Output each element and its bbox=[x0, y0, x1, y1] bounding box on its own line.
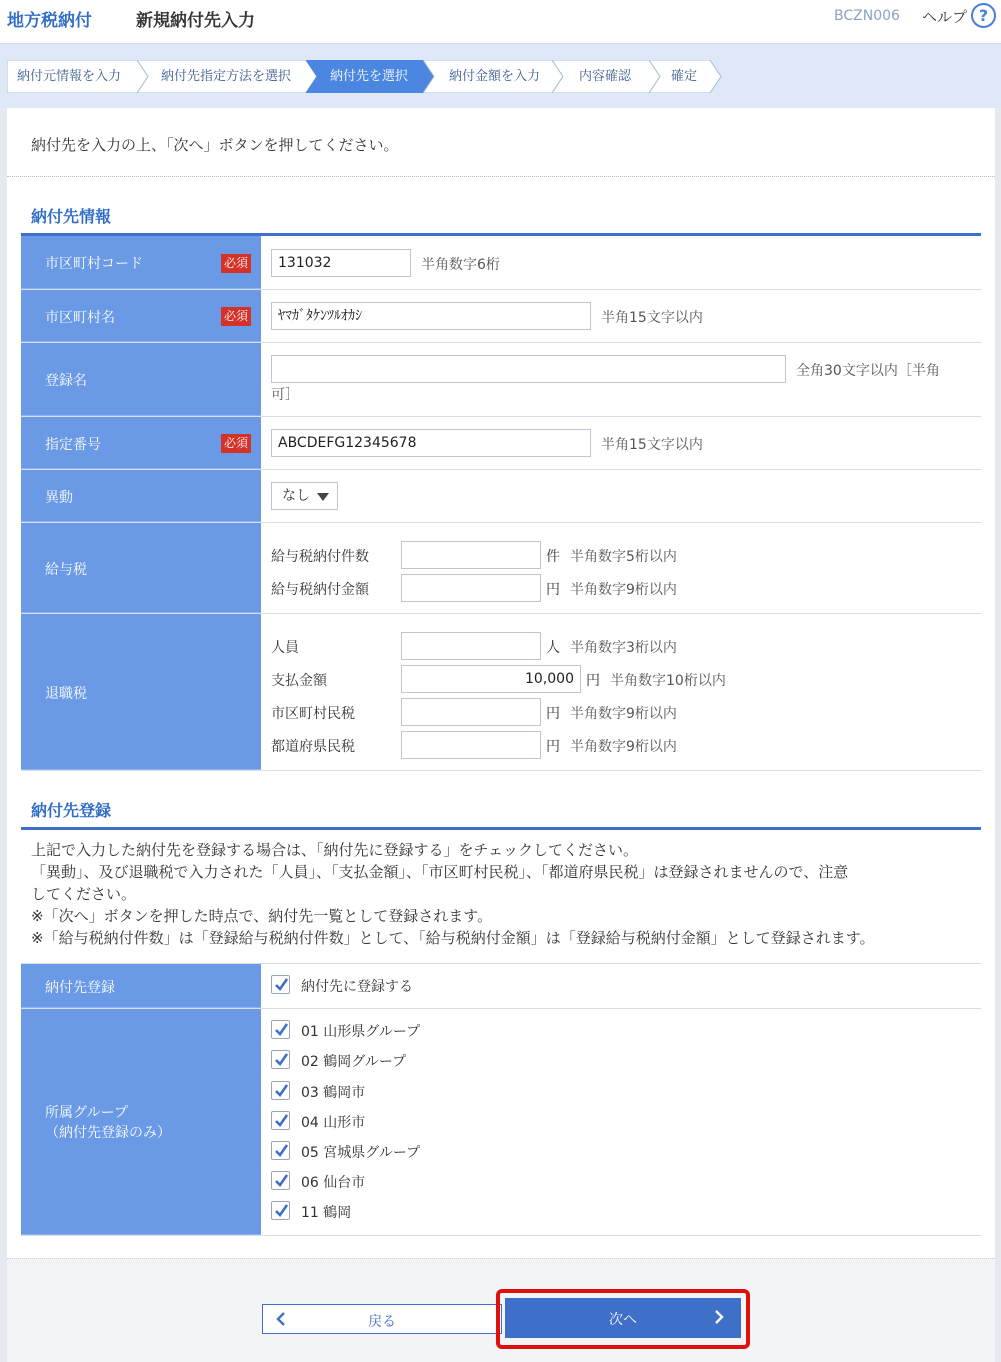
row-label bbox=[21, 236, 261, 289]
step-indicator bbox=[0, 44, 1001, 108]
divider bbox=[7, 176, 995, 177]
municipal-tax-unit: 円 bbox=[546, 706, 560, 722]
row-label bbox=[21, 290, 261, 342]
group-label: 04 山形市 bbox=[301, 1115, 366, 1131]
municipality-name-input[interactable]: ﾔﾏｶﾞﾀｹﾝﾂﾙｵｶｼ bbox=[271, 302, 591, 330]
group-label: 06 仙台市 bbox=[301, 1175, 366, 1191]
step-3-label: 納付先を選択 bbox=[330, 69, 409, 84]
row-label bbox=[21, 343, 261, 416]
salary-count-label: 給与税納付件数 bbox=[271, 549, 369, 565]
retirement-tax-label: 退職税 bbox=[45, 686, 87, 702]
register-checkbox[interactable] bbox=[271, 975, 290, 994]
note-line: ※「給与税納付件数」は「登録給与税納付件数」として、「給与税納付金額」は「登録給与税納付金額」として登録されます。 bbox=[31, 929, 875, 947]
row-label bbox=[21, 417, 261, 469]
row-salary-tax bbox=[21, 523, 981, 614]
back-button-label: 戻る bbox=[368, 1314, 396, 1330]
required-badge: 必須 bbox=[221, 307, 251, 326]
top-bar bbox=[0, 0, 1001, 44]
people-hint: 半角数字3桁以内 bbox=[570, 640, 677, 656]
groups-label: 所属グループ bbox=[45, 1105, 128, 1121]
registration-notes bbox=[31, 839, 971, 949]
group-checkbox[interactable] bbox=[271, 1050, 290, 1069]
payee-info-title: 納付先情報 bbox=[31, 207, 112, 226]
check-icon bbox=[273, 1051, 290, 1068]
row-label bbox=[21, 523, 261, 613]
page-title: 新規納付先入力 bbox=[136, 11, 255, 31]
people-input[interactable] bbox=[401, 632, 541, 660]
prefectural-tax-input[interactable] bbox=[401, 731, 541, 759]
prefectural-tax-hint: 半角数字9桁以内 bbox=[570, 739, 677, 755]
municipality-name-hint: 半角15文字以内 bbox=[601, 310, 703, 326]
registration-table bbox=[21, 963, 981, 1221]
required-badge: 必須 bbox=[221, 254, 251, 273]
note-line: してください。 bbox=[31, 885, 137, 903]
row-change bbox=[21, 470, 981, 523]
next-button[interactable] bbox=[505, 1298, 741, 1338]
register-checkbox-label: 納付先に登録する bbox=[301, 979, 413, 995]
required-badge: 必須 bbox=[221, 434, 251, 453]
change-selected-value: なし bbox=[282, 488, 310, 504]
registered-name-hint-cont: 可］ bbox=[271, 387, 299, 403]
group-checkbox[interactable] bbox=[271, 1171, 290, 1190]
registered-name-label: 登録名 bbox=[45, 373, 87, 389]
back-button[interactable] bbox=[262, 1304, 502, 1334]
people-unit: 人 bbox=[546, 640, 560, 656]
people-label: 人員 bbox=[271, 640, 299, 656]
register-label: 納付先登録 bbox=[45, 980, 115, 996]
step-5-label: 内容確認 bbox=[579, 69, 632, 84]
section-rule bbox=[21, 827, 981, 830]
row-label bbox=[21, 614, 261, 770]
main-panel bbox=[7, 108, 995, 1362]
group-label: 02 鶴岡グループ bbox=[301, 1054, 407, 1070]
municipal-tax-input[interactable] bbox=[401, 698, 541, 726]
prefectural-tax-label: 都道府県民税 bbox=[271, 739, 355, 755]
municipality-code-hint: 半角数字6桁 bbox=[421, 257, 500, 273]
app-title: 地方税納付 bbox=[7, 11, 92, 31]
payment-amount-input[interactable]: 10,000 bbox=[401, 665, 581, 693]
designated-number-label: 指定番号 bbox=[45, 437, 101, 453]
payment-amount-label: 支払金額 bbox=[271, 673, 327, 689]
step-4-label: 納付金額を入力 bbox=[449, 69, 541, 84]
salary-amount-label: 給与税納付金額 bbox=[271, 582, 369, 598]
note-line: ※「次へ」ボタンを押した時点で、納付先一覧として登録されます。 bbox=[31, 907, 493, 925]
municipality-code-input[interactable]: 131032 bbox=[271, 249, 411, 277]
row-municipality-name bbox=[21, 290, 981, 343]
check-icon bbox=[273, 1082, 290, 1099]
check-icon bbox=[273, 1112, 290, 1129]
row-designated-number bbox=[21, 417, 981, 470]
check-icon bbox=[273, 1021, 290, 1038]
check-icon bbox=[273, 1172, 290, 1189]
check-icon bbox=[273, 976, 290, 993]
step-1-label: 納付元情報を入力 bbox=[17, 69, 122, 84]
row-label bbox=[21, 1009, 261, 1235]
municipality-code-label: 市区町村コード bbox=[45, 256, 143, 272]
group-checkbox[interactable] bbox=[271, 1111, 290, 1130]
salary-count-input[interactable] bbox=[401, 541, 541, 569]
group-checkbox[interactable] bbox=[271, 1141, 290, 1160]
registration-title: 納付先登録 bbox=[31, 801, 112, 820]
step-2-label: 納付先指定方法を選択 bbox=[161, 69, 292, 84]
group-checkbox[interactable] bbox=[271, 1201, 290, 1220]
salary-count-unit: 件 bbox=[546, 549, 560, 565]
instruction-text: 納付先を入力の上、「次へ」ボタンを押してください。 bbox=[31, 136, 399, 154]
designated-number-input[interactable]: ABCDEFG12345678 bbox=[271, 429, 591, 457]
help-link[interactable]: ヘルプ bbox=[922, 8, 968, 26]
row-label bbox=[21, 470, 261, 522]
municipal-tax-hint: 半角数字9桁以内 bbox=[570, 706, 677, 722]
group-checkbox[interactable] bbox=[271, 1081, 290, 1100]
row-municipality-code bbox=[21, 236, 981, 290]
salary-amount-input[interactable] bbox=[401, 574, 541, 602]
change-select[interactable] bbox=[271, 482, 338, 510]
group-label: 11 鶴岡 bbox=[301, 1205, 352, 1221]
group-label: 05 宮城県グループ bbox=[301, 1145, 421, 1161]
row-groups bbox=[21, 1009, 981, 1236]
check-icon bbox=[273, 1202, 290, 1219]
group-checkbox[interactable] bbox=[271, 1020, 290, 1039]
designated-number-hint: 半角15文字以内 bbox=[601, 437, 703, 453]
salary-count-hint: 半角数字5桁以内 bbox=[570, 549, 677, 565]
screen-id: BCZN006 bbox=[834, 8, 900, 24]
groups-sublabel: （納付先登録のみ） bbox=[45, 1125, 171, 1141]
chevron-down-icon bbox=[317, 493, 329, 501]
registered-name-hint: 全角30文字以内［半角 bbox=[796, 363, 940, 379]
group-label: 03 鶴岡市 bbox=[301, 1085, 366, 1101]
help-icon[interactable]: ? bbox=[971, 3, 996, 28]
note-line: 上記で入力した納付先を登録する場合は、「納付先に登録する」をチェックしてください。 bbox=[31, 841, 639, 859]
prefectural-tax-unit: 円 bbox=[546, 739, 560, 755]
note-line: 「異動」、及び退職税で入力された「人員」、「支払金額」、「市区町村民税」、「都道府県民税」は登録されませんので、注意 bbox=[31, 863, 849, 881]
next-button-label: 次へ bbox=[609, 1312, 637, 1328]
check-icon bbox=[273, 1142, 290, 1159]
municipality-name-label: 市区町村名 bbox=[45, 310, 115, 326]
footer-actions bbox=[7, 1258, 995, 1362]
payment-amount-unit: 円 bbox=[586, 673, 600, 689]
step-6-label: 確定 bbox=[671, 69, 698, 84]
chevron-right-icon bbox=[713, 1309, 725, 1325]
registered-name-input[interactable] bbox=[271, 355, 786, 383]
salary-amount-unit: 円 bbox=[546, 582, 560, 598]
group-label: 01 山形県グループ bbox=[301, 1024, 421, 1040]
row-registered-name bbox=[21, 343, 981, 417]
change-label: 異動 bbox=[45, 490, 73, 506]
row-label bbox=[21, 964, 261, 1008]
payment-amount-hint: 半角数字10桁以内 bbox=[610, 673, 726, 689]
row-retirement-tax bbox=[21, 614, 981, 771]
salary-tax-label: 給与税 bbox=[45, 562, 87, 578]
row-register bbox=[21, 964, 981, 1009]
salary-amount-hint: 半角数字9桁以内 bbox=[570, 582, 677, 598]
municipal-tax-label: 市区町村民税 bbox=[271, 706, 355, 722]
